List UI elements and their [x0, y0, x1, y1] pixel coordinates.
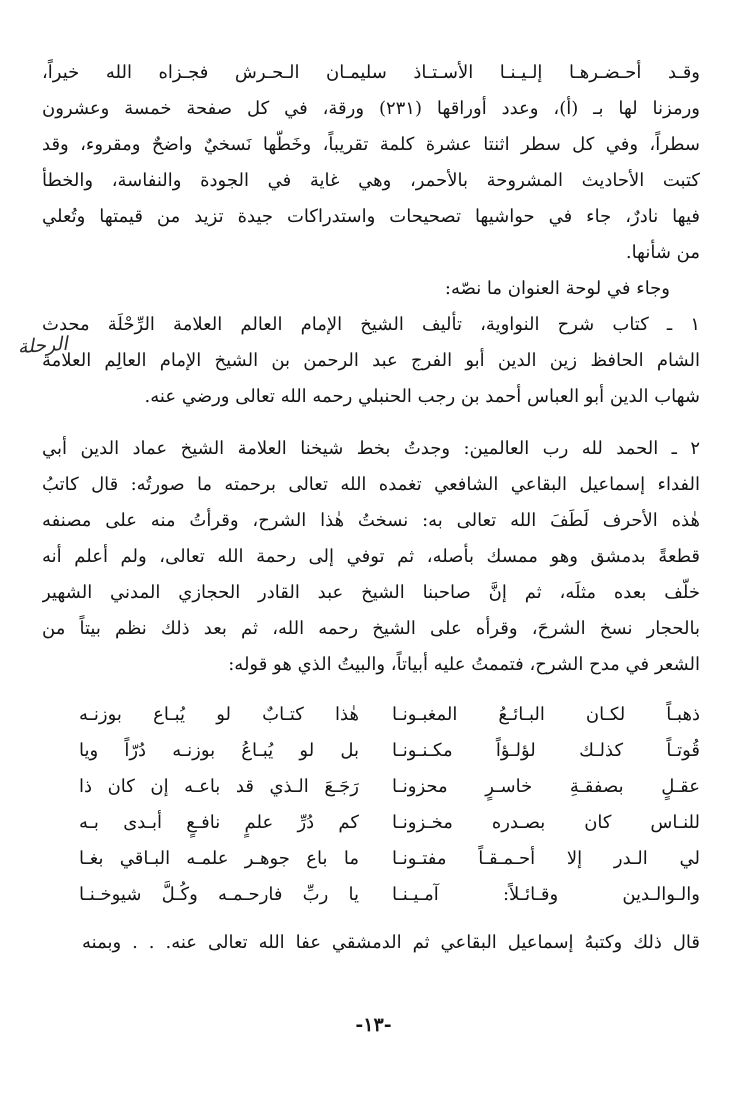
item-two-line: قطعةً بدمشق وهو ممسك بأصله، ثم توفي إلى رحمة الله تعالى، ولم أعلم أنه — [42, 546, 700, 567]
item-two-line: هٰذه الأحرف لَطَفَ الله تعالى به: نسختُ هٰذا الشرح، وقرأتُ منه على مصنفه — [42, 510, 700, 531]
item-two-line: الفداء إسماعيل البقاعي الشافعي تغمده الله تعالى برحمته ما صورتُه: قال كاتبُ — [42, 474, 700, 495]
paragraph-line: ورمزنا لها بـ (أ)، وعدد أوراقها (٢٣١) ورقة، في كل صفحة خمسة وعشرون — [42, 98, 700, 119]
item-two-line: الشعر في مدح الشرح، فتممتُ عليه أبياتاً، والبيتُ الذي هو قوله: — [228, 654, 700, 675]
verse-first-hemistich: ما باع جوهـر علمـه البـاقي بغـا — [79, 848, 359, 869]
paragraph-line: سطراً، وفي كل سطر اثنتا عشرة كلمة تقريباً، وخَطُّها نَسخيٌ واضحٌ ومقروء، وقد — [42, 134, 700, 155]
verse-second-hemistich: لي الـدر إلا أحـمـقـاً مفتـونـا — [392, 848, 700, 869]
verse-first-hemistich: رَجَـعَ الـذي قد باعـه إن كان ذا — [79, 776, 359, 797]
item-two-line: بالحجار نسخ الشرحَ، وقرأه على الشيخ رحمه الله، ثم بعد ذلك نظم بيتاً من — [42, 618, 700, 639]
paragraph-line: وقـد أحـضـرهـا إلـيـنـا الأسـتـاذ سليمـان الـحـرش فجـزاه الله خيراً، — [42, 62, 700, 83]
page-number: -١٣- — [355, 1014, 392, 1036]
closing-line: قال ذلك وكتبهُ إسماعيل البقاعي ثم الدمشقي عفا الله تعالى عنه. . . وبمنه — [82, 932, 700, 953]
item-two-line: خلَّف بعده مثلَه، ثم إنَّ صاحبنا الشيخ عبد القادر الحجازي المدني الشهير — [42, 582, 700, 603]
verse-second-hemistich: للنـاس كان بصـدره مخـزونـا — [392, 812, 700, 833]
paragraph-line: من شأنها. — [625, 242, 700, 263]
handwritten-margin-note: الرحلة — [17, 332, 69, 359]
item-one-line: الشام الحافظ زين الدين أبو الفرج عبد الرحمن بن الشيخ الإمام العالِم العلامة — [42, 350, 700, 371]
verse-first-hemistich: يا ربِّ فارحـمـه وكُـلَّ شيوخـنـا — [79, 884, 359, 905]
item-one-line: شهاب الدين أبو العباس أحمد بن رجب الحنبلي رحمه الله تعالى ورضي عنه. — [144, 386, 700, 407]
verse-first-hemistich: بل لو يُبـاعُ بوزنـه دُرّاً ويا — [79, 740, 359, 761]
item-two-line: ٢ ـ الحمد لله رب العالمين: وجدتُ بخط شيخنا العلامة الشيخ عماد الدين أبي — [42, 438, 700, 459]
verse-first-hemistich: كم دُرِّ علمٍ نافـعٍ أبـدى بـه — [79, 812, 359, 833]
paragraph-line: فيها نادرٌ، جاء في حواشيها تصحيحات واستدراكات جيدة تزيد من قيمتها وتُعلي — [42, 206, 700, 227]
verse-second-hemistich: ذهبـاً لكـان البـائـعُ المغبـونـا — [392, 704, 700, 725]
paragraph-line: كتبت الأحاديث المشروحة بالأحمر، وهي غاية في الجودة والنفاسة، والخطأ — [42, 170, 700, 191]
verse-second-hemistich: والـوالـدين وقـائـلاً: آمـيـنـا — [392, 884, 700, 905]
verse-second-hemistich: عقـلٍ بصفقـةِ خاسـرٍ محزونـا — [392, 776, 700, 797]
verse-first-hemistich: هٰذا كتـابٌ لو يُبـاع بوزنـه — [79, 704, 359, 725]
item-one-line: ١ ـ كتاب شرح النواوية، تأليف الشيخ الإمام العالم العلامة الرِّحْلَة محدث — [42, 314, 700, 335]
title-page-intro: وجاء في لوحة العنوان ما نصّه: — [444, 278, 670, 299]
verse-second-hemistich: قُوتـاً كذلـك لؤلـؤاً مكـنـونـا — [392, 740, 700, 761]
